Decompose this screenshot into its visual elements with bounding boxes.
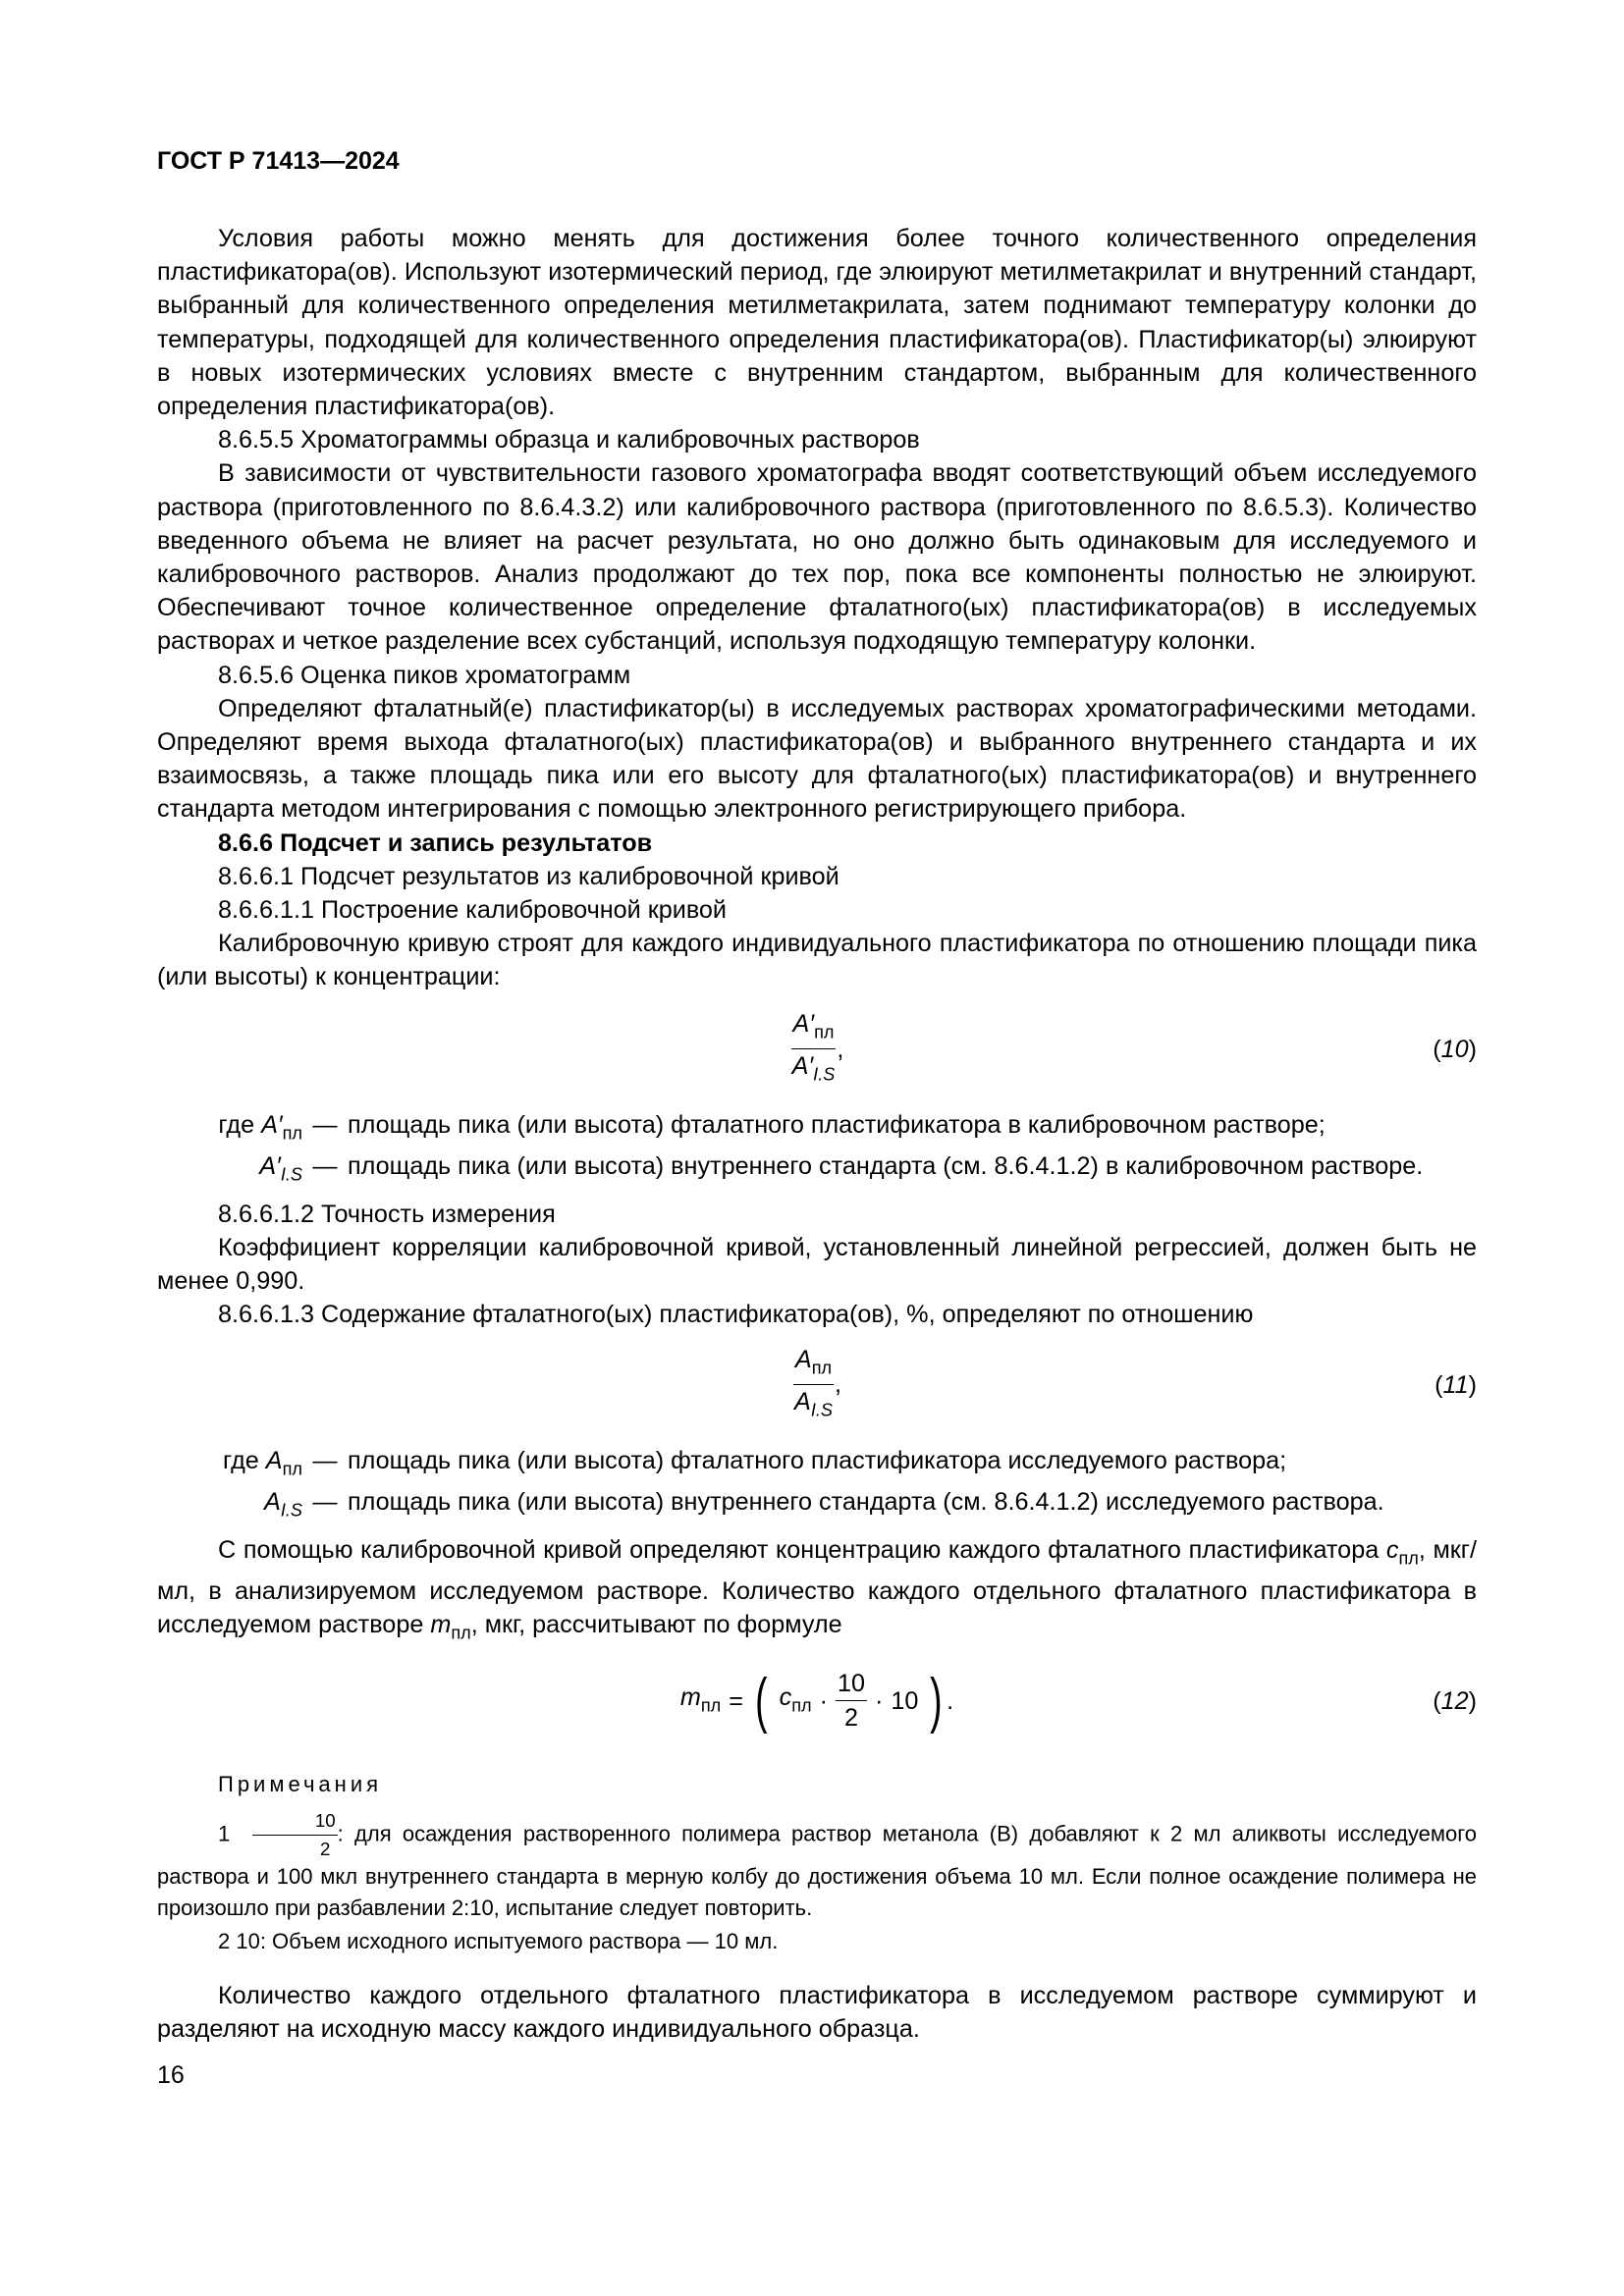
definition-row: где $A'_{пл}$ — площадь пика (или высота) фталатного пластификатора в калибровочном растворе;	[218, 1110, 1326, 1144]
section-8-6-5-5-heading: 8.6.5.5 Хроматограммы образца и калибровочных растворов	[218, 426, 920, 454]
formula-12-right-paren: )	[930, 1666, 943, 1735]
section-8-6-6-1-2-text: Коэффициент корреляции калибровочной кривой, установленный линейной регрессией, должен быть не менее 0,990.	[157, 1233, 1477, 1296]
section-8-6-6-1-3-heading: 8.6.6.1.3 Содержание фталатного(ых) пластификатора(ов), %, определяют по отношению	[218, 1301, 1254, 1329]
intro-paragraph: Условия работы можно менять для достижения более точного количественного определения пластификатора(ов). Используют изотермический период, где элюируют метилметакрилат и внутренний стандарт, выбранный для количественного определения метилметакрилата, затем поднимают температуру колонки до температуры, подходящей для количественного определения пластификатора(ов). Пластификатор(ы) элюируют в новых изотермических условиях вместе с внутренним стандартом, выбранным для количественного определения пластификатора(ов).	[157, 225, 1477, 421]
formula-12-dot: ·	[875, 1686, 884, 1715]
section-8-6-6-1-1-heading: 8.6.6.1.1 Построение калибровочной кривой	[218, 896, 728, 925]
formula-11-comma: ,	[834, 1370, 841, 1399]
formula-12-factor: 10	[891, 1686, 919, 1715]
section-8-6-5-6-text: Определяют фталатный(е) пластификатор(ы) в исследуемых растворах хроматографическими методами. Определяют время выхода фталатного(ых) пластификатора(ов) и выбранного внутреннего стандарта и их взаимосвязь, а также площадь пика или его высоту для фталатного(ых) пластификатора(ов) и внутреннего стандарта методом интегрирования с помощью электронного регистрирующего прибора.	[157, 694, 1477, 824]
formula-11-num-subscript: пл	[811, 1358, 833, 1378]
formula-11-den-symbol: A	[794, 1388, 811, 1416]
formula-12-fraction: $\frac{10}{2}$	[838, 1670, 866, 1733]
formula-10	[157, 1004, 1477, 1095]
formula-11-number: (11)	[1435, 1370, 1477, 1399]
formula-11-definitions	[157, 1444, 1477, 1527]
formula-10-den-symbol: A′	[791, 1052, 814, 1081]
definition-row: $A_{I.S}$ — площадь пика (или высота) внутреннего стандарта (см. 8.6.4.1.2) исследуемого раствора.	[264, 1488, 1384, 1521]
formula-11-fraction	[792, 1345, 835, 1425]
formula-10-definitions	[157, 1108, 1477, 1192]
final-paragraph: Количество каждого отдельного фталатного пластификатора в исследуемом растворе суммируют и разделяют на исходную массу каждого индивидуального образца.	[157, 1982, 1477, 2044]
document-body	[157, 222, 1477, 2047]
section-8-6-6-heading: 8.6.6 Подсчет и запись результатов	[218, 828, 653, 857]
formula-10-den-subscript: I.S	[813, 1064, 836, 1085]
formula-11-num-symbol: A	[794, 1345, 812, 1373]
formula-12-lhs-symbol: m	[679, 1682, 701, 1711]
section-8-6-6-1-2-heading: 8.6.6.1.2 Точность измерения	[218, 1200, 556, 1228]
formula-10-comma: ,	[837, 1035, 844, 1063]
notes-title: Примечания	[218, 1771, 383, 1796]
note-1: 1 $\frac{10}{2}$ : для осаждения растворенного полимера раствор метанола (B) добавляют к 2 мл аликвоты исследуемого раствора и 100 мкл внутреннего стандарта в мерную колбу до достижения объема 10 мл. Если полное осаждение полимера не произошло при разбавлении 2:10, испытание следует повторить.	[157, 1810, 1477, 1921]
concentration-paragraph: С помощью калибровочной кривой определяют концентрацию каждого фталатного пластификатора $c_{пл}$, мкг/мл, в анализируемом исследуемом растворе. Количество каждого отдельного фталатного пластификатора в исследуемом растворе $m_{пл}$, мкг, рассчитывают по формуле	[157, 1535, 1477, 1643]
formula-11-den-subscript: I.S	[810, 1400, 833, 1420]
page-number: 16	[157, 2061, 185, 2089]
section-8-6-5-6-heading: 8.6.5.6 Оценка пиков хроматограмм	[218, 661, 631, 689]
document-header: ГОСТ Р 71413—2024	[157, 147, 400, 175]
formula-12-number: (12)	[1433, 1686, 1477, 1715]
definition-row: $A'_{I.S}$ — площадь пика (или высота) внутреннего стандарта (см. 8.6.4.1.2) в калибровочном растворе.	[259, 1152, 1424, 1185]
formula-12-c-subscript: пл	[791, 1695, 812, 1716]
formula-12-left-paren: (	[755, 1666, 768, 1735]
definition-row: где $A_{пл}$ — площадь пика (или высота) фталатного пластификатора исследуемого раствора;	[223, 1446, 1287, 1478]
section-8-6-5-5-text: В зависимости от чувствительности газового хроматографа вводят соответствующий объем исследуемого раствора (приготовленного по 8.6.4.3.2) или калибровочного раствора (приготовленного по 8.6.5.3). Количество введенного объема не влияет на расчет результата, но оно должно быть одинаковым для исследуемого и калибровочного растворов. Анализ продолжают до тех пор, пока все компоненты полностью не элюируют. Обеспечивают точное количественное определение фталатного(ых) пластификатора(ов) в исследуемых растворах и четкое разделение всех субстанций, используя подходящую температуру колонки.	[157, 459, 1477, 656]
formula-12: $m_{пл}$ = ( $c_{пл}$ · $\frac{10}{2}$ · 10 ) . (12)	[679, 1666, 1477, 1735]
formula-10-num-symbol: A′	[792, 1009, 815, 1038]
formula-10-number: (10)	[1433, 1035, 1477, 1063]
section-8-6-6-1-1-text: Калибровочную кривую строят для каждого индивидуального пластификатора по отношению площади пика (или высоты) к концентрации:	[157, 930, 1477, 991]
formula-12-equals: =	[729, 1686, 743, 1715]
note-2: 2 10: Объем исходного испытуемого раствора — 10 мл.	[218, 1929, 779, 1954]
formula-10-fraction	[790, 1009, 838, 1090]
formula-12-lhs-subscript: пл	[700, 1695, 722, 1716]
formula-10-num-subscript: пл	[814, 1022, 835, 1042]
formula-12-c-symbol: c	[779, 1682, 792, 1711]
formula-11	[157, 1340, 1477, 1430]
section-8-6-6-1-heading: 8.6.6.1 Подсчет результатов из калибровочной кривой	[218, 862, 839, 890]
note-1-fraction: $\frac{10}{2}$	[252, 1809, 338, 1861]
formula-12-dot: ·	[819, 1686, 828, 1715]
